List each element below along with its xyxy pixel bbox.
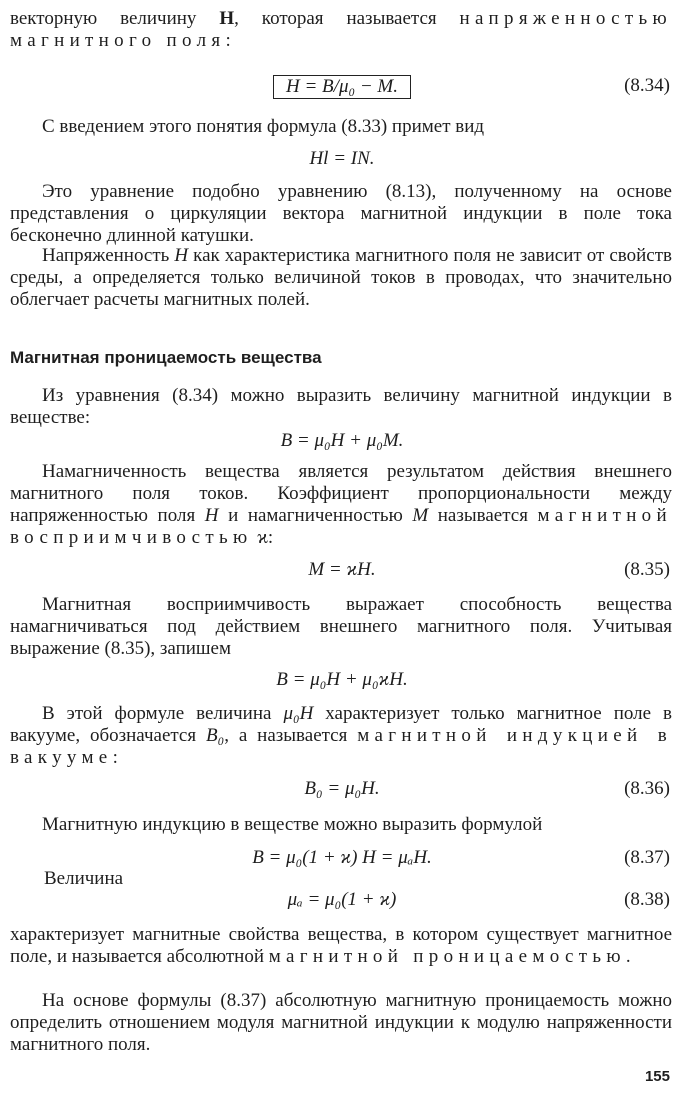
paragraph-field-strength-property: Напряженность H как характеристика магнитного поля не зависит от свойств среды, а определяется только величиной токов в проводах, что значительно облегчает расчеты магнитных полей. <box>10 245 672 310</box>
equation-number-8-38: (8.38) <box>624 889 670 910</box>
equation-8-37: B = μ₀(1 + ϰ) H = μₐH. <box>252 847 432 868</box>
spaced-term-permeability: магнитной проницаемостью <box>268 946 626 967</box>
symbol-m: M <box>412 505 429 526</box>
paragraph-susceptibility: Магнитная восприимчивость выражает способность вещества намагничиваться под действием внешнего магнитного поля. Учитывая выражение (8.35), запишем <box>10 594 672 659</box>
paragraph-induction-in-matter: Магнитную индукцию в веществе можно выразить формулой <box>42 814 543 835</box>
symbol-b0: B₀ <box>206 725 225 746</box>
equation-8-38: μₐ = μ₀(1 + ϰ) <box>287 889 397 910</box>
spaced-term-vacuum-induction: магнитной индукцией в вакууме <box>10 725 672 768</box>
section-heading: Магнитная проницаемость вещества <box>10 348 322 367</box>
equation-8-36: B₀ = μ₀H. <box>304 778 380 799</box>
paragraph-vacuum-induction: В этой формуле величина μ₀H характеризует только магнитное поле в вакууме, обозначается B₀, а называется магнитной индукцией в вакууме: <box>10 703 672 768</box>
paragraph-final: На основе формулы (8.37) абсолютную магнитную проницаемость можно определить отношением модуля магнитной индукции к модулю напряженности магнитного поля. <box>10 990 672 1055</box>
paragraph-magnetization: Намагниченность вещества является результатом действия внешнего магнитного поля токов. Коэффициент пропорциональности между напряженностью поля H и намагниченностью M называется магнитной восприимчивостью ϰ: <box>10 461 672 548</box>
paragraph-intro-8-33: С введением этого понятия формула (8.33) примет вид <box>42 116 485 137</box>
boxed-formula: H = B/μ₀ − M. <box>273 75 411 99</box>
equation-number-8-37: (8.37) <box>624 847 670 868</box>
equation-number-8-36: (8.36) <box>624 778 670 799</box>
equation-b-mu0h-mu0kh: B = μ₀H + μ₀ϰH. <box>276 669 408 690</box>
equation-b-mu0h-mu0m: B = μ₀H + μ₀M. <box>280 430 404 451</box>
page-number: 155 <box>644 1068 670 1085</box>
paragraph-field-strength-definition: векторную величину H, которая называется напряженностью магнитного поля: <box>10 8 672 51</box>
paragraph-similar-equation: Это уравнение подобно уравнению (8.13), полученному на основе представления о циркуляции вектора магнитной индукции в поле тока бесконечно длинной катушки. <box>10 181 672 246</box>
symbol-h: H <box>174 245 189 266</box>
paragraph-absolute-permeability: характеризует магнитные свойства вещества, в котором существует магнитное поле, и называется абсолютной магнитной проницаемостью. <box>10 924 672 967</box>
equation-hl-in: Hl = IN. <box>309 148 375 169</box>
equation-8-34 <box>0 75 684 99</box>
symbol-h-vector: H <box>219 8 235 29</box>
equation-number-8-35: (8.35) <box>624 559 670 580</box>
equation-number-8-34: (8.34) <box>624 75 670 96</box>
spaced-term-susceptibility: магнитной восприимчивостью <box>10 505 672 548</box>
label-value: Величина <box>44 868 124 889</box>
symbol-mu0h: μ₀H <box>283 703 314 724</box>
spaced-term-field-strength: напряженностью магнитного поля <box>10 8 672 51</box>
symbol-h: H <box>204 505 219 526</box>
equation-8-35: M = ϰH. <box>308 559 376 580</box>
paragraph-from-8-34: Из уравнения (8.34) можно выразить величину магнитной индукции в веществе: <box>10 385 672 428</box>
